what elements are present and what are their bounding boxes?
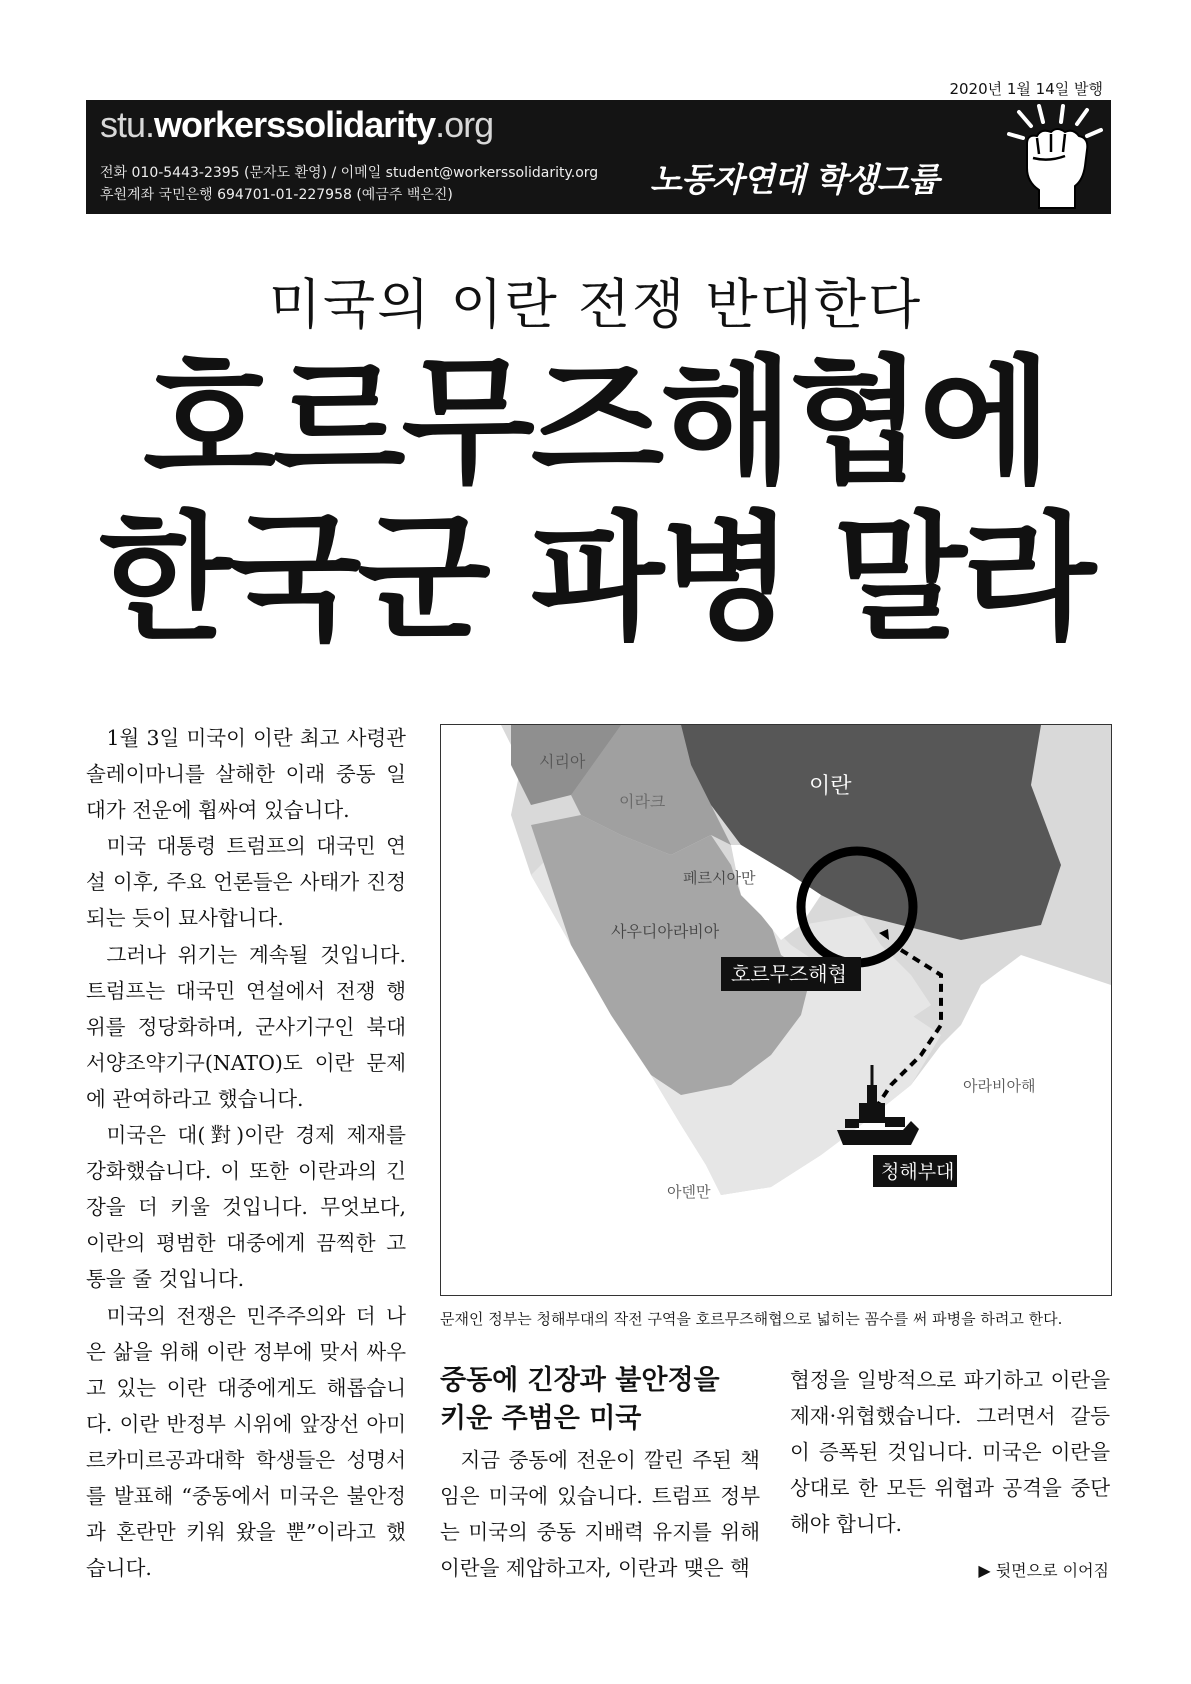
paragraph: 미국은 대(對)이란 경제 제재를 강화했습니다. 이 또한 이란과의 긴장을 더 키울 것입니다. 무엇보다, 이란의 평범한 대중에게 끔찍한 고통을 줄 것입니다.: [86, 1123, 406, 1292]
map-label-cheonghae: 청해부대: [881, 1161, 955, 1183]
issue-date: 2020년 1월 14일 발행: [949, 80, 1103, 98]
paragraph: 그러나 위기는 계속될 것입니다. 트럼프는 대국민 연설에서 전쟁 행위를 정당화하며, 군사기구인 북대서양조약기구(NATO)도 이란 문제에 관여하라고 했습니다.: [86, 942, 406, 1111]
subtitle: 미국의 이란 전쟁 반대한다: [268, 273, 923, 336]
map-label-syria: 시리아: [539, 752, 586, 771]
map-label-arabian-sea: 아라비아해: [963, 1077, 1036, 1095]
map-label-hormuz: 호르무즈해협: [731, 962, 847, 986]
org-name: 노동자연대 학생그룹: [650, 160, 939, 199]
paragraph: 미국의 전쟁은 민주주의와 더 나은 삶을 위해 이란 정부에 맞서 싸우고 있는 이란 대중에게도 해롭습니다. 이란 반정부 시위에 앞장선 아미르카미르공과대학 학생들은 성명서를 발표해 “중동에서 미국은 불안정과 혼란만 키워 왔을 뿐”이라고 했습니다.: [86, 1303, 406, 1581]
map-label-aden: 아덴만: [667, 1183, 711, 1201]
headline-line-1: 호르무즈해협에: [142, 342, 1049, 503]
raised-fist-icon: [1005, 104, 1105, 210]
section-heading: [440, 1362, 770, 1438]
paragraph: 미국 대통령 트럼프의 대국민 연설 이후, 주요 언론들은 사태가 진정되는 듯이 묘사합니다.: [86, 834, 406, 931]
map-label-persian-gulf: 페르시아만: [683, 869, 756, 887]
map-label-saudi: 사우디아라비아: [611, 922, 720, 941]
map-label-iran: 이란: [809, 774, 852, 799]
masthead: [86, 100, 1111, 214]
contact-phone-email: 전화 010-5443-2395 (문자도 환영) / 이메일 student@workerssolidarity.org: [100, 165, 599, 181]
paragraph: 협정을 일방적으로 파기하고 이란을 제재·위협했습니다. 그러면서 갈등이 증폭된 것입니다. 미국은 이란을 상대로 한 모든 위협과 공격을 중단해야 합니다.: [790, 1368, 1110, 1537]
map-caption: 문재인 정부는 청해부대의 작전 구역을 호르무즈해협으로 넓히는 꼼수를 써 파병을 하려고 한다.: [440, 1310, 1063, 1328]
paragraph: 지금 중동에 전운이 깔린 주된 책임은 미국에 있습니다. 트럼프 정부는 미국의 중동 지배력 유지를 위해 이란을 제압하고자, 이란과 맺은 핵: [440, 1448, 760, 1581]
body-column-1: [86, 720, 406, 1586]
continued-note: ▶ 뒷면으로 이어짐: [978, 1561, 1109, 1580]
section-heading-line-2: 키운 주범은 미국: [440, 1403, 642, 1434]
section-heading-line-1: 중동에 긴장과 불안정을: [440, 1365, 720, 1396]
paragraph: 1월 3일 미국이 이란 최고 사령관 솔레이마니를 살해한 이래 중동 일대가 전운에 휩싸여 있습니다.: [86, 726, 406, 823]
headline-line-2: 한국군 파병 말라: [98, 498, 1093, 659]
body-column-3: [790, 1362, 1110, 1542]
map-figure: [440, 724, 1112, 1296]
middle-east-map: [441, 725, 1111, 1295]
contact-account: 후원계좌 국민은행 694701-01-227958 (예금주 백은진): [100, 187, 453, 203]
body-column-2: [440, 1442, 760, 1586]
contact-info: [100, 162, 598, 206]
site-url[interactable]: stu.workerssolidarity.org: [100, 104, 494, 145]
map-label-iraq: 이라크: [619, 792, 666, 811]
